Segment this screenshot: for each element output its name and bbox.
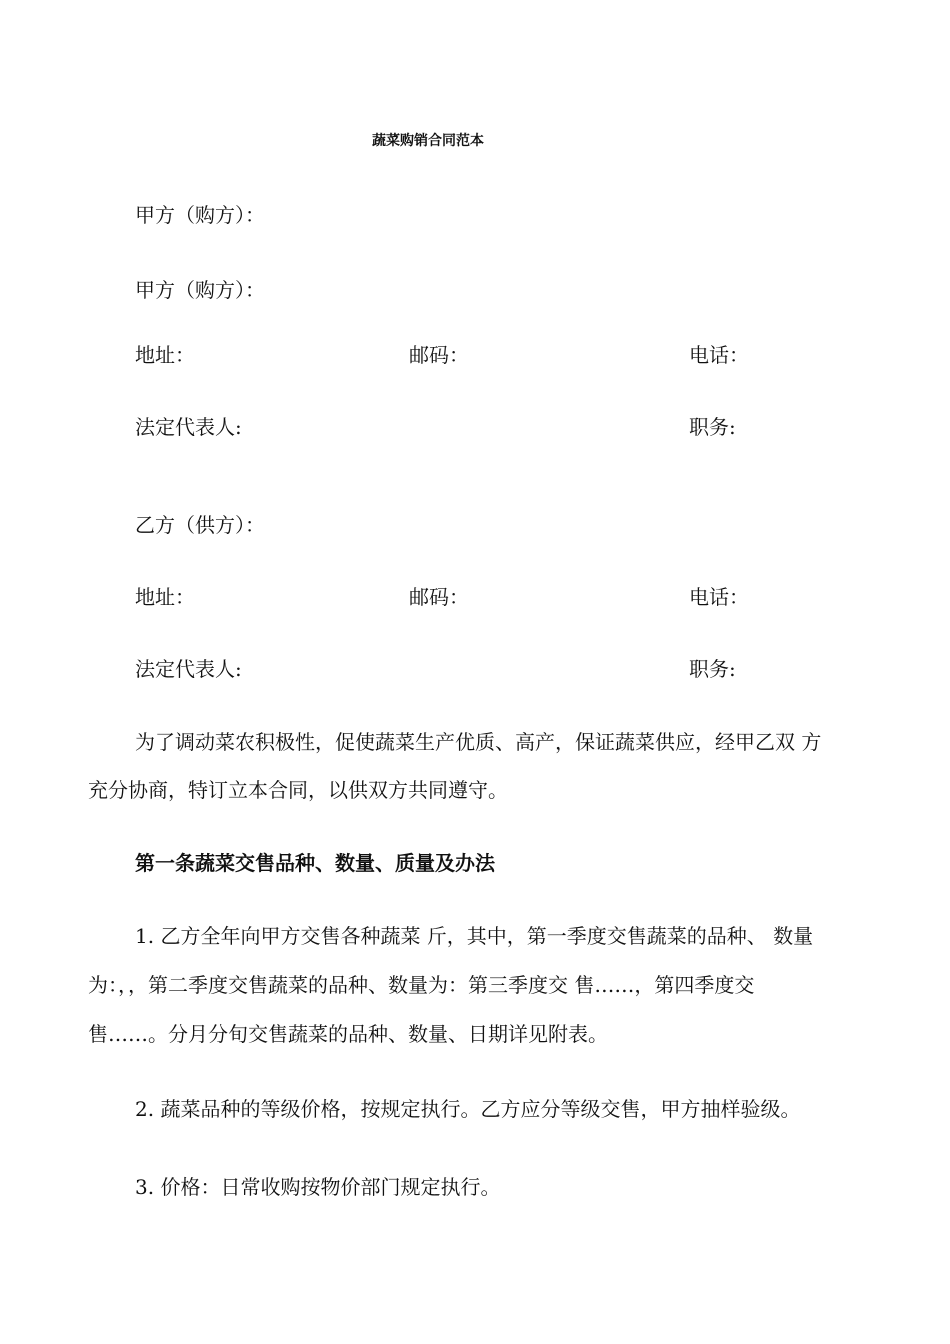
item-3: 3. 价格：日常收购按物价部门规定执行。 [135, 1175, 501, 1199]
party-a-phone-label: 电话： [689, 343, 749, 367]
party-a-postcode-label: 邮码： [409, 343, 469, 367]
party-b-position-label: 职务: [689, 657, 736, 681]
party-a-position-label: 职务: [689, 415, 736, 439]
item-2: 2. 蔬菜品种的等级价格，按规定执行。乙方应分等级交售，甲方抽样验级。 [135, 1097, 801, 1121]
item-1-line-2: 为：，，第二季度交售蔬菜的品种、数量为：第三季度交 售……，第四季度交 [88, 973, 755, 997]
party-b-legal-rep-label: 法定代表人: [135, 657, 242, 681]
item-1-line-1: 1. 乙方全年向甲方交售各种蔬菜 斤，其中，第一季度交售蔬菜的品种、 数量 [135, 924, 814, 948]
party-a-label: 甲方（购方）： [135, 203, 265, 227]
intro-paragraph-line-2: 充分协商，特订立本合同，以供双方共同遵守。 [88, 778, 508, 802]
party-b-postcode-label: 邮码： [409, 585, 469, 609]
article-1-heading: 第一条蔬菜交售品种、数量、质量及办法 [135, 851, 495, 875]
party-b-address-label: 地址： [135, 585, 195, 609]
party-b-phone-label: 电话： [689, 585, 749, 609]
party-a-address-label: 地址： [135, 343, 195, 367]
item-1-line-3: 售……。分月分旬交售蔬菜的品种、数量、日期详见附表。 [88, 1022, 608, 1046]
intro-paragraph-line-1: 为了调动菜农积极性，促使蔬菜生产优质、高产，保证蔬菜供应，经甲乙双 方 [135, 730, 822, 754]
party-a-legal-rep-label: 法定代表人: [135, 415, 242, 439]
party-a-label-repeat: 甲方（购方）： [135, 278, 265, 302]
document-title: 蔬菜购销合同范本 [372, 133, 484, 149]
party-b-label: 乙方（供方）： [135, 513, 265, 537]
